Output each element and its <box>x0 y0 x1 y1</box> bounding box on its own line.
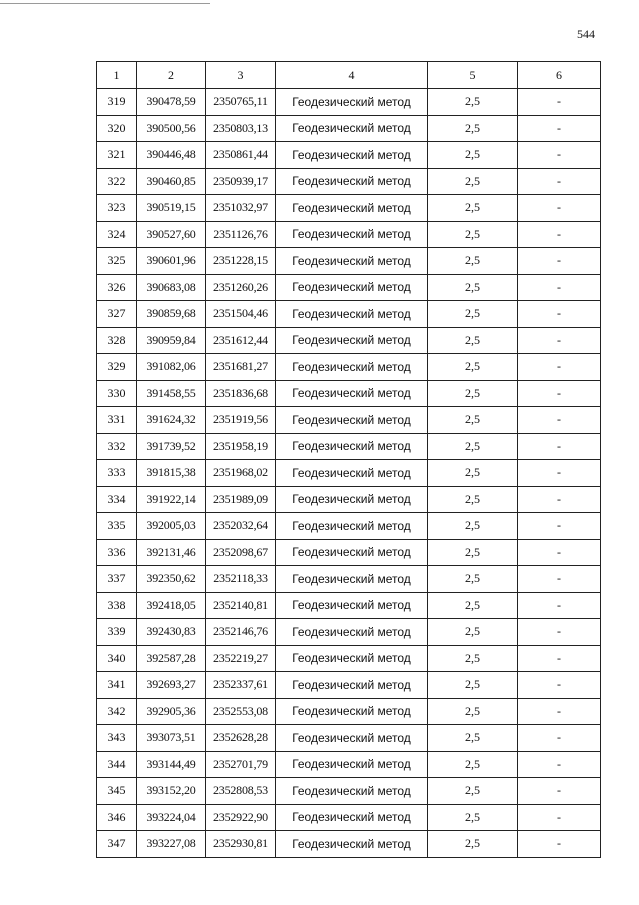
note-cell: - <box>518 195 601 222</box>
note-cell: - <box>518 539 601 566</box>
table-row <box>97 698 601 725</box>
method-cell: Геодезический метод <box>276 433 428 460</box>
y-coordinate-cell: 2352930,81 <box>206 831 276 858</box>
note-cell: - <box>518 513 601 540</box>
accuracy-cell: 2,5 <box>428 460 518 487</box>
method-cell: Геодезический метод <box>276 698 428 725</box>
accuracy-cell: 2,5 <box>428 142 518 169</box>
table-row <box>97 221 601 248</box>
y-coordinate-cell: 2351504,46 <box>206 301 276 328</box>
accuracy-cell: 2,5 <box>428 274 518 301</box>
note-cell: - <box>518 672 601 699</box>
x-coordinate-cell: 391082,06 <box>137 354 206 381</box>
table-row <box>97 539 601 566</box>
x-coordinate-cell: 392430,83 <box>137 619 206 646</box>
y-coordinate-cell: 2352098,67 <box>206 539 276 566</box>
note-cell: - <box>518 380 601 407</box>
method-cell: Геодезический метод <box>276 539 428 566</box>
point-number-cell: 330 <box>97 380 137 407</box>
accuracy-cell: 2,5 <box>428 195 518 222</box>
x-coordinate-cell: 390683,08 <box>137 274 206 301</box>
y-coordinate-cell: 2350803,13 <box>206 115 276 142</box>
accuracy-cell: 2,5 <box>428 672 518 699</box>
y-coordinate-cell: 2352032,64 <box>206 513 276 540</box>
accuracy-cell: 2,5 <box>428 513 518 540</box>
note-cell: - <box>518 460 601 487</box>
point-number-cell: 324 <box>97 221 137 248</box>
x-coordinate-cell: 390478,59 <box>137 89 206 116</box>
y-coordinate-cell: 2351228,15 <box>206 248 276 275</box>
point-number-cell: 345 <box>97 778 137 805</box>
x-coordinate-cell: 390859,68 <box>137 301 206 328</box>
table-body <box>97 89 601 858</box>
method-cell: Геодезический метод <box>276 751 428 778</box>
point-number-cell: 319 <box>97 89 137 116</box>
accuracy-cell: 2,5 <box>428 168 518 195</box>
note-cell: - <box>518 142 601 169</box>
method-cell: Геодезический метод <box>276 407 428 434</box>
method-cell: Геодезический метод <box>276 221 428 248</box>
accuracy-cell: 2,5 <box>428 831 518 858</box>
table-row <box>97 327 601 354</box>
note-cell: - <box>518 248 601 275</box>
y-coordinate-cell: 2350861,44 <box>206 142 276 169</box>
x-coordinate-cell: 392693,27 <box>137 672 206 699</box>
accuracy-cell: 2,5 <box>428 751 518 778</box>
table-header-row <box>97 62 601 89</box>
table-row <box>97 831 601 858</box>
page-number: 544 <box>577 27 595 41</box>
y-coordinate-cell: 2352701,79 <box>206 751 276 778</box>
note-cell: - <box>518 486 601 513</box>
x-coordinate-cell: 393224,04 <box>137 804 206 831</box>
x-coordinate-cell: 391922,14 <box>137 486 206 513</box>
method-cell: Геодезический метод <box>276 513 428 540</box>
accuracy-cell: 2,5 <box>428 698 518 725</box>
note-cell: - <box>518 831 601 858</box>
table-row <box>97 619 601 646</box>
y-coordinate-cell: 2352628,28 <box>206 725 276 752</box>
y-coordinate-cell: 2351968,02 <box>206 460 276 487</box>
method-cell: Геодезический метод <box>276 354 428 381</box>
point-number-cell: 322 <box>97 168 137 195</box>
table-row <box>97 354 601 381</box>
point-number-cell: 336 <box>97 539 137 566</box>
x-coordinate-cell: 392005,03 <box>137 513 206 540</box>
table-row <box>97 89 601 116</box>
x-coordinate-cell: 391624,32 <box>137 407 206 434</box>
method-cell: Геодезический метод <box>276 831 428 858</box>
method-cell: Геодезический метод <box>276 115 428 142</box>
y-coordinate-cell: 2351032,97 <box>206 195 276 222</box>
accuracy-cell: 2,5 <box>428 778 518 805</box>
table-row <box>97 751 601 778</box>
note-cell: - <box>518 619 601 646</box>
point-number-cell: 338 <box>97 592 137 619</box>
table-row <box>97 804 601 831</box>
method-cell: Геодезический метод <box>276 327 428 354</box>
table-row <box>97 274 601 301</box>
point-number-cell: 337 <box>97 566 137 593</box>
y-coordinate-cell: 2350939,17 <box>206 168 276 195</box>
note-cell: - <box>518 327 601 354</box>
x-coordinate-cell: 390519,15 <box>137 195 206 222</box>
table-row <box>97 725 601 752</box>
point-number-cell: 333 <box>97 460 137 487</box>
x-coordinate-cell: 390959,84 <box>137 327 206 354</box>
note-cell: - <box>518 751 601 778</box>
note-cell: - <box>518 168 601 195</box>
method-cell: Геодезический метод <box>276 725 428 752</box>
y-coordinate-cell: 2351612,44 <box>206 327 276 354</box>
header-cell-1: 1 <box>97 62 137 89</box>
y-coordinate-cell: 2351126,76 <box>206 221 276 248</box>
y-coordinate-cell: 2352337,61 <box>206 672 276 699</box>
method-cell: Геодезический метод <box>276 274 428 301</box>
point-number-cell: 320 <box>97 115 137 142</box>
point-number-cell: 344 <box>97 751 137 778</box>
y-coordinate-cell: 2352808,53 <box>206 778 276 805</box>
note-cell: - <box>518 725 601 752</box>
x-coordinate-cell: 390527,60 <box>137 221 206 248</box>
note-cell: - <box>518 301 601 328</box>
accuracy-cell: 2,5 <box>428 592 518 619</box>
x-coordinate-cell: 392131,46 <box>137 539 206 566</box>
accuracy-cell: 2,5 <box>428 115 518 142</box>
point-number-cell: 327 <box>97 301 137 328</box>
method-cell: Геодезический метод <box>276 486 428 513</box>
y-coordinate-cell: 2352140,81 <box>206 592 276 619</box>
point-number-cell: 328 <box>97 327 137 354</box>
note-cell: - <box>518 592 601 619</box>
x-coordinate-cell: 392905,36 <box>137 698 206 725</box>
table-row <box>97 407 601 434</box>
x-coordinate-cell: 390601,96 <box>137 248 206 275</box>
note-cell: - <box>518 433 601 460</box>
note-cell: - <box>518 274 601 301</box>
table-row <box>97 672 601 699</box>
note-cell: - <box>518 645 601 672</box>
method-cell: Геодезический метод <box>276 142 428 169</box>
y-coordinate-cell: 2351260,26 <box>206 274 276 301</box>
method-cell: Геодезический метод <box>276 460 428 487</box>
accuracy-cell: 2,5 <box>428 248 518 275</box>
table-row <box>97 513 601 540</box>
y-coordinate-cell: 2351919,56 <box>206 407 276 434</box>
method-cell: Геодезический метод <box>276 566 428 593</box>
accuracy-cell: 2,5 <box>428 566 518 593</box>
accuracy-cell: 2,5 <box>428 619 518 646</box>
accuracy-cell: 2,5 <box>428 89 518 116</box>
note-cell: - <box>518 221 601 248</box>
point-number-cell: 329 <box>97 354 137 381</box>
point-number-cell: 334 <box>97 486 137 513</box>
point-number-cell: 331 <box>97 407 137 434</box>
table-row <box>97 195 601 222</box>
y-coordinate-cell: 2352553,08 <box>206 698 276 725</box>
accuracy-cell: 2,5 <box>428 221 518 248</box>
table-row <box>97 778 601 805</box>
method-cell: Геодезический метод <box>276 168 428 195</box>
point-number-cell: 340 <box>97 645 137 672</box>
header-cell-6: 6 <box>518 62 601 89</box>
method-cell: Геодезический метод <box>276 301 428 328</box>
table-row <box>97 115 601 142</box>
y-coordinate-cell: 2351958,19 <box>206 433 276 460</box>
note-cell: - <box>518 115 601 142</box>
point-number-cell: 346 <box>97 804 137 831</box>
header-cell-2: 2 <box>137 62 206 89</box>
accuracy-cell: 2,5 <box>428 804 518 831</box>
x-coordinate-cell: 391739,52 <box>137 433 206 460</box>
point-number-cell: 325 <box>97 248 137 275</box>
x-coordinate-cell: 393144,49 <box>137 751 206 778</box>
y-coordinate-cell: 2352146,76 <box>206 619 276 646</box>
accuracy-cell: 2,5 <box>428 725 518 752</box>
accuracy-cell: 2,5 <box>428 380 518 407</box>
coordinates-table <box>96 61 601 858</box>
note-cell: - <box>518 566 601 593</box>
accuracy-cell: 2,5 <box>428 433 518 460</box>
table-row <box>97 566 601 593</box>
point-number-cell: 341 <box>97 672 137 699</box>
point-number-cell: 326 <box>97 274 137 301</box>
table-row <box>97 592 601 619</box>
table-row <box>97 142 601 169</box>
point-number-cell: 321 <box>97 142 137 169</box>
point-number-cell: 339 <box>97 619 137 646</box>
table-row <box>97 380 601 407</box>
accuracy-cell: 2,5 <box>428 407 518 434</box>
y-coordinate-cell: 2352922,90 <box>206 804 276 831</box>
table-row <box>97 645 601 672</box>
method-cell: Геодезический метод <box>276 380 428 407</box>
x-coordinate-cell: 392418,05 <box>137 592 206 619</box>
table-row <box>97 301 601 328</box>
point-number-cell: 347 <box>97 831 137 858</box>
accuracy-cell: 2,5 <box>428 354 518 381</box>
note-cell: - <box>518 778 601 805</box>
note-cell: - <box>518 407 601 434</box>
method-cell: Геодезический метод <box>276 778 428 805</box>
accuracy-cell: 2,5 <box>428 539 518 566</box>
x-coordinate-cell: 391458,55 <box>137 380 206 407</box>
header-cell-3: 3 <box>206 62 276 89</box>
y-coordinate-cell: 2351681,27 <box>206 354 276 381</box>
y-coordinate-cell: 2352219,27 <box>206 645 276 672</box>
top-rule <box>0 3 210 4</box>
point-number-cell: 343 <box>97 725 137 752</box>
accuracy-cell: 2,5 <box>428 327 518 354</box>
x-coordinate-cell: 391815,38 <box>137 460 206 487</box>
point-number-cell: 342 <box>97 698 137 725</box>
note-cell: - <box>518 804 601 831</box>
accuracy-cell: 2,5 <box>428 645 518 672</box>
method-cell: Геодезический метод <box>276 248 428 275</box>
table-row <box>97 248 601 275</box>
accuracy-cell: 2,5 <box>428 486 518 513</box>
method-cell: Геодезический метод <box>276 645 428 672</box>
method-cell: Геодезический метод <box>276 195 428 222</box>
table-row <box>97 486 601 513</box>
x-coordinate-cell: 392587,28 <box>137 645 206 672</box>
x-coordinate-cell: 390500,56 <box>137 115 206 142</box>
x-coordinate-cell: 393073,51 <box>137 725 206 752</box>
y-coordinate-cell: 2350765,11 <box>206 89 276 116</box>
point-number-cell: 332 <box>97 433 137 460</box>
table-row <box>97 433 601 460</box>
y-coordinate-cell: 2351836,68 <box>206 380 276 407</box>
point-number-cell: 323 <box>97 195 137 222</box>
x-coordinate-cell: 392350,62 <box>137 566 206 593</box>
table-row <box>97 168 601 195</box>
x-coordinate-cell: 393152,20 <box>137 778 206 805</box>
method-cell: Геодезический метод <box>276 89 428 116</box>
method-cell: Геодезический метод <box>276 619 428 646</box>
header-cell-4: 4 <box>276 62 428 89</box>
table-row <box>97 460 601 487</box>
point-number-cell: 335 <box>97 513 137 540</box>
x-coordinate-cell: 390446,48 <box>137 142 206 169</box>
method-cell: Геодезический метод <box>276 592 428 619</box>
note-cell: - <box>518 89 601 116</box>
method-cell: Геодезический метод <box>276 804 428 831</box>
note-cell: - <box>518 698 601 725</box>
note-cell: - <box>518 354 601 381</box>
x-coordinate-cell: 393227,08 <box>137 831 206 858</box>
y-coordinate-cell: 2351989,09 <box>206 486 276 513</box>
y-coordinate-cell: 2352118,33 <box>206 566 276 593</box>
method-cell: Геодезический метод <box>276 672 428 699</box>
header-cell-5: 5 <box>428 62 518 89</box>
accuracy-cell: 2,5 <box>428 301 518 328</box>
x-coordinate-cell: 390460,85 <box>137 168 206 195</box>
